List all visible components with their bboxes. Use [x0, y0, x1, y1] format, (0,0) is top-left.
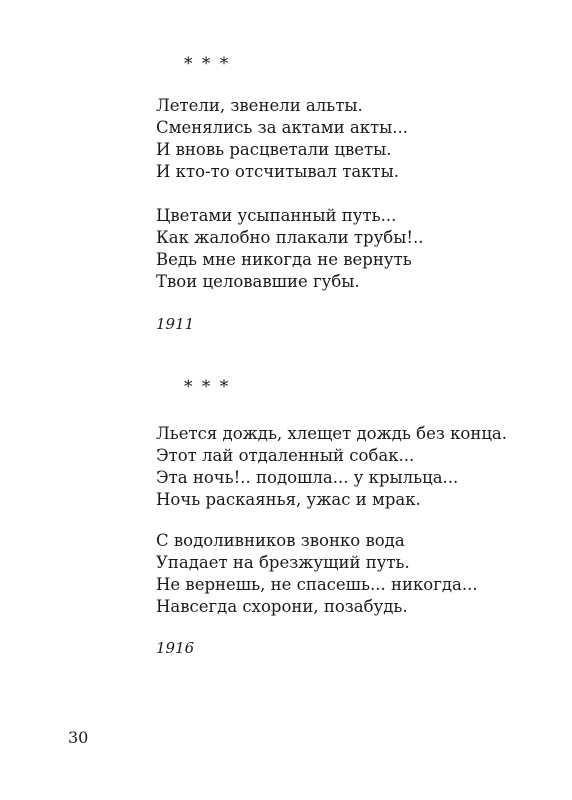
- poem-year: 1916: [156, 639, 195, 657]
- poem-separator: * * *: [184, 377, 231, 397]
- page-number: 30: [68, 728, 89, 747]
- poem-line: Не вернешь, не спасешь... никогда...: [156, 575, 478, 594]
- poem-line: Как жалобно плакали трубы!..: [156, 228, 424, 247]
- stanza: [156, 205, 423, 293]
- stanza: [156, 95, 408, 183]
- poem-line: Сменялись за актами акты...: [156, 118, 408, 137]
- poem-separator: * * *: [184, 54, 231, 74]
- poem-line: Этот лай отдаленный собак...: [156, 446, 415, 465]
- poem-line: И кто-то отсчитывал такты.: [156, 162, 399, 181]
- poem-line: Ночь раскаянья, ужас и мрак.: [156, 490, 421, 509]
- poem-line: Льется дождь, хлещет дождь без конца.: [156, 424, 508, 443]
- poem-line: Твои целовавшие губы.: [156, 272, 360, 291]
- stanza: [156, 530, 478, 618]
- stanza: [156, 423, 507, 511]
- poem-line: Упадает на брезжущий путь.: [156, 553, 410, 572]
- poem-line: Летели, звенели альты.: [156, 96, 363, 115]
- poem-line: Эта ночь!.. подошла... у крыльца...: [156, 468, 459, 487]
- poem-year: 1911: [156, 315, 195, 333]
- poem-line: Цветами усыпанный путь...: [156, 206, 397, 225]
- poem-line: Ведь мне никогда не вернуть: [156, 250, 412, 269]
- poem-line: И вновь расцветали цветы.: [156, 140, 392, 159]
- poem-line: Навсегда схорони, позабудь.: [156, 597, 408, 616]
- poem-line: С водоливников звонко вода: [156, 531, 405, 550]
